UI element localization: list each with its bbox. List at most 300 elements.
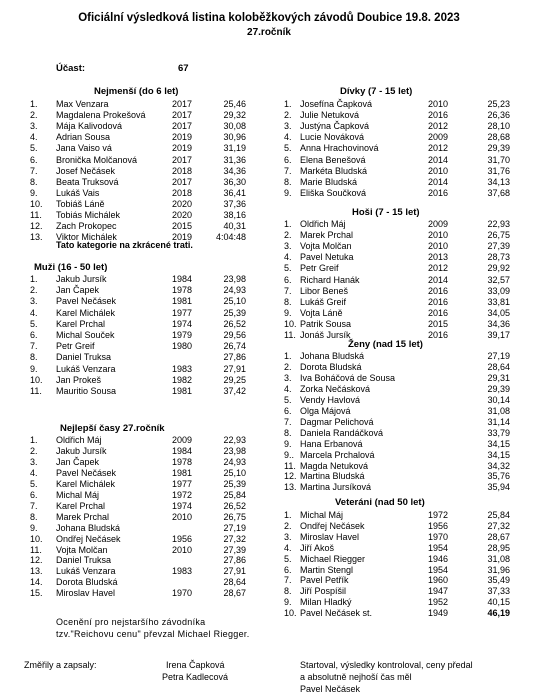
result-row — [0, 263, 538, 274]
result-rank: 12. — [30, 221, 43, 232]
result-year: 1978 — [172, 285, 193, 296]
result-time: 25,84 — [223, 489, 246, 500]
result-time: 28,68 — [487, 132, 510, 143]
result-name: Petr Greif — [300, 263, 339, 274]
result-name: Josef Nečásek — [56, 165, 116, 176]
result-year: 1956 — [428, 520, 449, 531]
result-rank: 1. — [284, 510, 292, 520]
result-row — [0, 330, 538, 341]
result-year: 2017 — [172, 154, 193, 165]
result-row — [0, 99, 538, 110]
result-rank: 9. — [30, 187, 38, 198]
result-year: 1949 — [428, 608, 449, 619]
result-time: 37,36 — [223, 198, 246, 209]
result-time: 4:04:48 — [215, 232, 246, 243]
result-year: 1946 — [428, 553, 449, 564]
result-rank: 11. — [284, 330, 296, 340]
result-rank: 4. — [284, 542, 292, 553]
result-row — [0, 510, 538, 521]
result-rank: 3. — [30, 456, 38, 467]
result-rank: 6. — [30, 489, 38, 500]
result-name: Michael Riegger — [300, 553, 366, 564]
result-rank: 10. — [30, 533, 43, 544]
result-time: 27,86 — [223, 555, 246, 566]
result-time: 31,70 — [487, 154, 510, 165]
result-rank: 7. — [30, 341, 38, 352]
result-time: 22,93 — [223, 435, 246, 445]
result-year: 2016 — [428, 296, 449, 307]
result-rank: 3. — [284, 372, 292, 383]
result-time: 23,98 — [223, 274, 246, 284]
result-row — [0, 155, 538, 166]
result-row — [0, 461, 538, 472]
award-note-line1: Ocenění pro nejstaršího závodníka — [56, 617, 206, 627]
result-name: Martin Stengl — [300, 564, 354, 575]
result-name: Anna Hrachovinová — [300, 143, 379, 154]
result-time: 25,39 — [223, 478, 246, 489]
result-time: 29,25 — [223, 374, 246, 385]
result-row — [0, 199, 538, 210]
result-name: Martina Bludská — [300, 471, 365, 482]
result-name: Tobiáš Láně — [56, 198, 105, 209]
result-time: 25,23 — [487, 99, 510, 109]
result-name: Pavel Netuka — [300, 252, 354, 263]
result-time: 32,57 — [487, 274, 510, 285]
nejlepsi-title: Nejlepší časy 27.ročník — [60, 423, 165, 434]
result-name: Jakub Jursík — [56, 445, 107, 456]
result-name: Petr Greif — [56, 341, 95, 352]
result-name: Vojta Molčan — [300, 241, 352, 252]
result-year: 1956 — [172, 533, 193, 544]
result-year: 1982 — [172, 374, 193, 385]
result-time: 39,17 — [487, 330, 510, 340]
result-rank: 3. — [284, 121, 292, 132]
result-name: Michal Souček — [56, 330, 115, 340]
result-rank: 12. — [30, 555, 43, 566]
result-row — [0, 121, 538, 132]
result-rank: 6. — [284, 405, 292, 416]
result-time: 26,75 — [487, 230, 510, 241]
result-name: Martina Jursíková — [300, 482, 372, 493]
result-name: Jan Čapek — [56, 456, 100, 467]
result-row — [0, 373, 538, 384]
result-time: 34,05 — [487, 307, 510, 318]
result-rank: 3. — [30, 121, 38, 132]
result-row — [0, 252, 538, 263]
result-time: 27,91 — [223, 363, 246, 374]
result-rank: 6. — [284, 154, 292, 165]
result-name: Bronička Molčanová — [56, 154, 138, 165]
result-name: Magdalena Prokešová — [56, 110, 146, 121]
result-name: Olga Májová — [300, 405, 351, 416]
result-rank: 2. — [284, 230, 292, 241]
result-rank: 3. — [284, 241, 292, 252]
result-time: 35,49 — [487, 575, 510, 586]
result-year: 1947 — [428, 586, 449, 597]
result-year: 2009 — [428, 132, 449, 143]
result-time: 25,84 — [487, 510, 510, 520]
result-row — [0, 439, 538, 450]
result-name: Karel Michálek — [56, 307, 116, 318]
result-year: 1983 — [172, 566, 193, 577]
result-rank: 1. — [30, 435, 38, 445]
measured-by-name-2: Petra Kadlecová — [162, 672, 229, 682]
result-row — [0, 143, 538, 154]
result-time: 28,95 — [487, 542, 510, 553]
result-rank: 4. — [30, 132, 38, 143]
result-time: 28,10 — [487, 121, 510, 132]
result-row — [0, 351, 538, 362]
result-time: 23,98 — [223, 445, 246, 456]
result-year: 2012 — [428, 121, 449, 132]
result-name: Daniel Truksa — [56, 555, 112, 566]
result-name: Pavel Nečásek st. — [300, 608, 373, 619]
result-rank: 7. — [284, 416, 292, 427]
result-time: 34,15 — [487, 438, 510, 449]
measured-by-label: Změřily a zapsaly: — [24, 660, 97, 670]
result-rank: 15. — [30, 588, 43, 599]
result-row — [0, 417, 538, 428]
result-year: 2014 — [428, 176, 449, 187]
result-time: 28,67 — [487, 531, 510, 542]
result-year: 2020 — [172, 210, 193, 220]
result-year: 2015 — [172, 221, 193, 232]
result-row — [0, 543, 538, 554]
result-name: Marcela Prchalová — [300, 449, 375, 460]
result-time: 33,09 — [487, 285, 510, 296]
result-year: 2020 — [172, 198, 193, 209]
result-rank: 10. — [30, 374, 43, 385]
result-time: 26,75 — [223, 511, 246, 522]
result-year: 2017 — [172, 176, 193, 187]
result-year: 1970 — [172, 588, 193, 599]
result-rank: 2. — [30, 285, 38, 296]
result-name: Beata Truksová — [56, 176, 119, 187]
result-time: 40,15 — [487, 597, 510, 608]
result-name: Pavel Nečásek — [56, 467, 117, 478]
result-time: 35,76 — [487, 471, 510, 482]
result-time: 27,19 — [223, 522, 246, 533]
result-rank: 2. — [30, 445, 38, 456]
result-name: Ondřej Nečásek — [300, 520, 365, 531]
result-name: Lucie Nováková — [300, 132, 365, 143]
result-year: 2010 — [172, 511, 193, 522]
result-year: 2018 — [172, 165, 193, 176]
result-row — [0, 362, 538, 373]
result-name: Vojta Molčan — [56, 544, 108, 555]
result-rank: 6. — [30, 154, 38, 165]
result-rank: 11. — [284, 460, 296, 471]
result-year: 1984 — [172, 445, 193, 456]
result-rank: 8. — [284, 176, 292, 187]
result-name: Patrik Sousa — [300, 318, 352, 329]
result-name: Vojta Láně — [300, 307, 343, 318]
result-rank: 1. — [284, 351, 292, 361]
result-rank: 9. — [284, 597, 292, 608]
result-name: Markéta Bludská — [300, 165, 368, 176]
result-time: 31,19 — [223, 143, 246, 154]
result-name: Pavel Nečásek — [56, 296, 117, 307]
result-year: 2015 — [428, 318, 449, 329]
result-year: 2019 — [172, 232, 193, 243]
result-year: 2016 — [428, 285, 449, 296]
result-time: 26,36 — [487, 110, 510, 121]
result-rank: 2. — [30, 110, 38, 121]
result-time: 34,15 — [487, 449, 510, 460]
result-name: Johana Bludská — [300, 351, 365, 361]
result-row — [0, 297, 538, 308]
result-year: 2010 — [428, 241, 449, 252]
result-rank: 3. — [30, 296, 38, 307]
result-year: 2010 — [172, 544, 193, 555]
result-time: 31,08 — [487, 553, 510, 564]
result-row — [0, 521, 538, 532]
result-row — [0, 586, 538, 597]
result-row — [0, 554, 538, 565]
result-year: 2009 — [428, 219, 449, 229]
result-year: 2009 — [172, 435, 193, 445]
result-name: Marek Prchal — [300, 230, 354, 241]
result-name: Lukáš Greif — [300, 296, 347, 307]
result-rank: 4. — [284, 132, 292, 143]
ucast-value: 67 — [178, 63, 189, 74]
result-row — [0, 275, 538, 286]
result-rank: 11. — [30, 544, 42, 555]
result-rank: 9. — [284, 187, 292, 198]
result-rank: 7. — [30, 165, 38, 176]
result-name: Adrian Sousa — [56, 132, 111, 143]
result-time: 29,32 — [223, 110, 246, 121]
page-title: Oficiální výsledková listina koloběžkových závodů Doubice 19.8. 2023 — [78, 12, 460, 24]
result-year: 1979 — [172, 330, 193, 340]
result-row — [0, 597, 538, 608]
result-name: Miroslav Havel — [56, 588, 116, 599]
result-year: 1980 — [172, 341, 193, 352]
result-name: Zach Prokopec — [56, 221, 117, 232]
result-rank: 5. — [284, 394, 292, 405]
result-time: 28,73 — [487, 252, 510, 263]
result-name: Milan Hladký — [300, 597, 352, 608]
result-rank: 14. — [30, 577, 43, 588]
result-year: 1977 — [172, 307, 193, 318]
divky-title: Dívky (7 - 15 let) — [340, 86, 413, 97]
result-time: 25,46 — [223, 99, 246, 109]
result-rank: 1. — [284, 219, 292, 229]
result-rank: 10. — [30, 198, 43, 209]
result-name: Iva Boháčová de Sousa — [300, 372, 396, 383]
result-row — [0, 575, 538, 586]
result-row — [0, 110, 538, 121]
result-row — [0, 166, 538, 177]
result-rank: 6. — [284, 564, 292, 575]
result-name: Jiří Pospíšil — [300, 586, 347, 597]
result-name: Elena Benešová — [300, 154, 366, 165]
result-rank: 5. — [30, 143, 38, 154]
result-rank: 6. — [30, 330, 38, 340]
result-time: 30,14 — [487, 394, 510, 405]
result-name: Ondřej Nečásek — [56, 533, 121, 544]
result-time: 22,93 — [487, 219, 510, 229]
result-year: 1981 — [172, 386, 193, 396]
result-time: 29,31 — [487, 372, 510, 383]
result-rank: 8. — [284, 586, 292, 597]
result-rank: 11. — [30, 386, 42, 396]
result-row — [0, 241, 538, 252]
result-rank: 5. — [284, 143, 292, 154]
result-time: 27,86 — [223, 352, 246, 363]
result-row — [0, 428, 538, 439]
result-time: 24,93 — [223, 456, 246, 467]
result-name: Pavel Petřík — [300, 575, 349, 586]
result-row — [0, 308, 538, 319]
result-name: Max Venzara — [56, 99, 109, 109]
result-name: Tobiás Michálek — [56, 210, 121, 220]
result-year: 1977 — [172, 478, 193, 489]
starter-note-line2: a absolutně nejhoší čas měl — [300, 672, 412, 682]
result-rank: 5. — [284, 263, 292, 274]
result-rank: 9. — [30, 522, 38, 533]
result-year: 2016 — [428, 307, 449, 318]
result-year: 1983 — [172, 363, 193, 374]
result-time: 27,91 — [223, 566, 246, 577]
result-row — [0, 188, 538, 199]
result-row — [0, 286, 538, 297]
result-name: Jan Čapek — [56, 285, 100, 296]
result-rank: 4. — [30, 467, 38, 478]
result-rank: 3. — [284, 531, 292, 542]
result-rank: 13. — [30, 566, 43, 577]
muzi-title: Muži (16 - 50 let) — [34, 262, 108, 273]
nejmensi-note: Tato kategorie na zkrácené trati. — [56, 240, 193, 250]
result-year: 1978 — [172, 456, 193, 467]
result-time: 27,39 — [223, 544, 246, 555]
result-year: 2012 — [428, 143, 449, 154]
result-year: 2016 — [428, 187, 449, 198]
result-rank: 1. — [284, 99, 292, 109]
result-name: Daniela Randáčková — [300, 427, 384, 438]
result-rank: 8. — [30, 511, 38, 522]
result-time: 33,79 — [487, 427, 510, 438]
result-time: 27,39 — [487, 241, 510, 252]
result-name: Libor Beneš — [300, 285, 349, 296]
result-rank: 5. — [30, 478, 38, 489]
award-note-line2: tzv."Reichovu cenu" převzal Michael Riegger. — [56, 629, 250, 639]
result-rank: 10. — [284, 318, 297, 329]
result-time: 37,42 — [223, 386, 246, 396]
result-time: 28,64 — [223, 577, 246, 588]
result-time: 35,94 — [487, 482, 510, 493]
result-rank: 1. — [30, 274, 38, 284]
result-time: 33,81 — [487, 296, 510, 307]
result-name: Jiří Akoš — [300, 542, 335, 553]
result-name: Richard Hanák — [300, 274, 360, 285]
result-rank: 4. — [30, 307, 38, 318]
result-rank: 2. — [284, 361, 292, 372]
result-time: 34,36 — [223, 165, 246, 176]
result-year: 2018 — [172, 187, 193, 198]
result-rank: 7. — [284, 285, 292, 296]
result-name: Lukáš Venzara — [56, 566, 116, 577]
result-time: 29,39 — [487, 143, 510, 154]
result-name: Eliška Součková — [300, 187, 367, 198]
result-rank: 2. — [284, 520, 292, 531]
result-rank: 8. — [30, 176, 38, 187]
result-time: 31,96 — [487, 564, 510, 575]
result-name: Magda Netuková — [300, 460, 369, 471]
hosi-title: Hoši (7 - 15 let) — [352, 207, 420, 218]
result-time: 29,56 — [223, 330, 246, 340]
ucast-label: Účast: — [56, 63, 86, 74]
result-name: Mája Kalivodová — [56, 121, 123, 132]
result-year: 2010 — [428, 99, 449, 109]
result-name: Dorota Bludská — [300, 361, 362, 372]
result-year: 1984 — [172, 274, 193, 284]
result-name: Vendy Havlová — [300, 394, 361, 405]
result-name: Dagmar Pelichová — [300, 416, 374, 427]
page-subtitle: 27.ročník — [247, 27, 291, 38]
result-rank: 8. — [284, 427, 292, 438]
result-time: 26,52 — [223, 318, 246, 329]
result-year: 1954 — [428, 542, 449, 553]
result-time: 29,39 — [487, 383, 510, 394]
result-rank: 11. — [30, 210, 42, 220]
result-time: 30,96 — [223, 132, 246, 143]
result-time: 24,93 — [223, 285, 246, 296]
veterani-title: Veteráni (nad 50 let) — [335, 497, 425, 508]
result-time: 34,13 — [487, 176, 510, 187]
result-time: 38,16 — [223, 210, 246, 220]
result-name: Julie Netuková — [300, 110, 360, 121]
result-name: Marie Bludská — [300, 176, 358, 187]
zeny-title: Ženy (nad 15 let) — [348, 339, 423, 350]
result-time: 27,32 — [487, 520, 510, 531]
nejmensi-title: Nejmenší (do 6 let) — [94, 86, 179, 97]
result-row — [0, 450, 538, 461]
result-name: Jana Vaiso vá — [56, 143, 112, 154]
result-rank: 8. — [284, 296, 292, 307]
result-rank: 7. — [30, 500, 38, 511]
result-year: 2019 — [172, 143, 193, 154]
result-year: 1952 — [428, 597, 449, 608]
starter-note-line3: Pavel Nečásek — [300, 684, 361, 694]
result-time: 36,30 — [223, 176, 246, 187]
result-time: 26,74 — [223, 341, 246, 352]
result-name: Jonáš Jursík — [300, 330, 351, 340]
result-row — [0, 177, 538, 188]
result-rank: 4. — [284, 383, 292, 394]
result-name: Daniel Truksa — [56, 352, 112, 363]
result-rank: 9. — [284, 438, 292, 449]
result-name: Michal Máj — [300, 510, 344, 520]
result-name: Jakub Jursík — [56, 274, 107, 284]
result-year: 2017 — [172, 121, 193, 132]
result-name: Oldřich Máj — [300, 219, 346, 229]
result-time: 34,32 — [487, 460, 510, 471]
result-row — [0, 319, 538, 330]
result-rank: 4. — [284, 252, 292, 263]
result-row — [0, 565, 538, 576]
result-time: 26,52 — [223, 500, 246, 511]
result-row — [0, 132, 538, 143]
result-row — [0, 406, 538, 417]
result-rank: 8. — [30, 352, 38, 363]
result-time: 30,08 — [223, 121, 246, 132]
result-year: 2013 — [428, 252, 449, 263]
result-year: 2014 — [428, 274, 449, 285]
result-name: Oldřich Máj — [56, 435, 102, 445]
result-time: 31,14 — [487, 416, 510, 427]
result-time: 27,19 — [487, 351, 510, 361]
